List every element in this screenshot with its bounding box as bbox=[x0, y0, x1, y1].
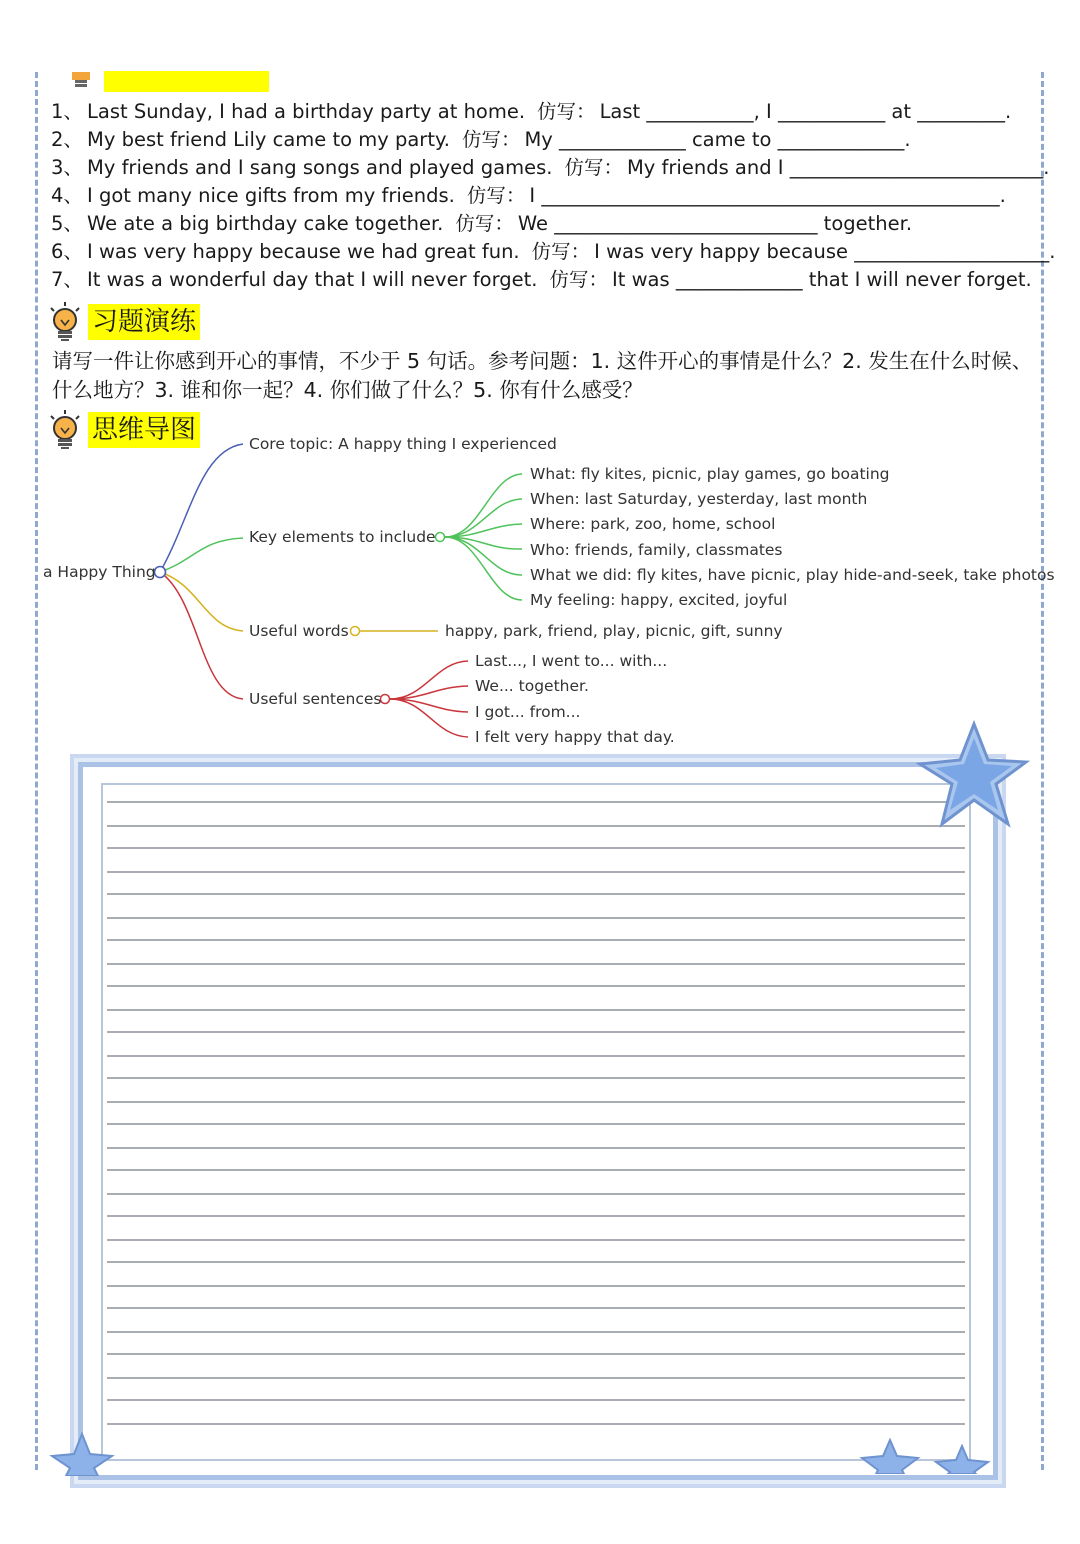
mindmap-key-item: When: last Saturday, yesterday, last month bbox=[530, 490, 868, 508]
exercise-number: 3、 bbox=[51, 156, 83, 179]
practice-title: 习题演练 bbox=[88, 304, 200, 340]
ruled-line bbox=[107, 1169, 965, 1171]
ruled-line bbox=[107, 1399, 965, 1401]
ruled-line bbox=[107, 1147, 965, 1149]
ruled-line bbox=[107, 871, 965, 873]
ruled-line bbox=[107, 1031, 965, 1033]
exercise-sentence: I was very happy because we had great fun. bbox=[87, 240, 520, 263]
ruled-line bbox=[107, 1285, 965, 1287]
key-node bbox=[436, 533, 445, 542]
ruled-line bbox=[107, 1353, 965, 1355]
exercise-sentence: We ate a big birthday cake together. bbox=[87, 212, 444, 235]
imitate-pattern[interactable]: Last ___________, I ___________ at _________. bbox=[599, 100, 1012, 123]
ruled-line bbox=[107, 825, 965, 827]
mindmap-key-label: Key elements to include bbox=[249, 528, 436, 546]
writing-area[interactable] bbox=[101, 783, 971, 1461]
imitate-label: 仿写： bbox=[455, 212, 514, 235]
sentences-node bbox=[381, 695, 390, 704]
imitate-label: 仿写： bbox=[564, 156, 623, 179]
exercise-number: 2、 bbox=[51, 128, 83, 151]
exercise-sentence: My friends and I sang songs and played games. bbox=[87, 156, 553, 179]
ruled-line bbox=[107, 1261, 965, 1263]
star-icon bbox=[912, 720, 1030, 832]
branch-sentences bbox=[160, 572, 243, 699]
imitate-pattern[interactable]: I was very happy because ____________________. bbox=[594, 240, 1056, 263]
exercise-number: 4、 bbox=[51, 184, 83, 207]
mindmap-words-label: Useful words bbox=[249, 622, 349, 640]
ruled-line bbox=[107, 1331, 965, 1333]
mindmap-core-topic: Core topic: A happy thing I experienced bbox=[249, 435, 557, 453]
ruled-line bbox=[107, 1215, 965, 1217]
mindmap-key-item: Who: friends, family, classmates bbox=[530, 541, 783, 559]
ruled-line bbox=[107, 963, 965, 965]
branch-key bbox=[160, 538, 243, 572]
imitate-pattern[interactable]: My _____________ came to _____________. bbox=[524, 128, 911, 151]
ruled-line bbox=[107, 801, 965, 803]
imitate-pattern[interactable]: It was _____________ that I will never forget. bbox=[612, 268, 1032, 291]
exercise-number: 7、 bbox=[51, 268, 83, 291]
exercise-number: 6、 bbox=[51, 240, 83, 263]
exercise-sentence: It was a wonderful day that I will never forget. bbox=[87, 268, 538, 291]
ruled-line bbox=[107, 1055, 965, 1057]
exercise-sentence: My best friend Lily came to my party. bbox=[87, 128, 450, 151]
star-icon bbox=[932, 1444, 992, 1474]
ruled-line bbox=[107, 917, 965, 919]
imitate-pattern[interactable]: I _______________________________________________. bbox=[529, 184, 1006, 207]
mindmap-sentences-label: Useful sentences bbox=[249, 690, 382, 708]
ruled-line bbox=[107, 1101, 965, 1103]
ruled-line bbox=[107, 847, 965, 849]
mindmap-sentence-item: I got... from... bbox=[475, 703, 581, 721]
ruled-line bbox=[107, 1193, 965, 1195]
branch-words bbox=[160, 572, 243, 631]
mindmap-title: 思维导图 bbox=[88, 412, 200, 448]
ruled-line bbox=[107, 1009, 965, 1011]
mindmap-key-item: Where: park, zoo, home, school bbox=[530, 515, 776, 533]
imitate-label: 仿写： bbox=[531, 240, 591, 263]
imitate-pattern[interactable]: My friends and I __________________________. bbox=[626, 156, 1050, 179]
ruled-line bbox=[107, 1423, 965, 1425]
ruled-line bbox=[107, 893, 965, 895]
branch-core bbox=[160, 444, 243, 572]
imitate-pattern[interactable]: We ___________________________ together. bbox=[517, 212, 913, 235]
ruled-line bbox=[107, 1307, 965, 1309]
root-node bbox=[155, 567, 166, 578]
ruled-line bbox=[107, 1123, 965, 1125]
mindmap-sentence-item: Last..., I went to... with... bbox=[475, 652, 668, 670]
exercise-number: 5、 bbox=[51, 212, 83, 235]
mindmap-key-item: My feeling: happy, excited, joyful bbox=[530, 591, 788, 609]
writing-prompt: 请写一件让你感到开心的事情，不少于 5 句话。参考问题：1. 这件开心的事情是什么？2. 发生在什么时候、什么地方？3. 谁和你一起？4. 你们做了什么？5. 你有什么感受？ bbox=[52, 349, 1033, 402]
mindmap-key-item: What we did: fly kites, have picnic, play hide-and-seek, take photos bbox=[530, 566, 1055, 584]
mindmap-root: a Happy Thing bbox=[43, 563, 156, 581]
mindmap-connectors bbox=[0, 0, 1080, 760]
mindmap-key-item: What: fly kites, picnic, play games, go boating bbox=[530, 465, 890, 483]
exercise-sentence: Last Sunday, I had a birthday party at home. bbox=[87, 100, 526, 123]
mindmap-sentence-item: We... together. bbox=[475, 677, 589, 695]
words-node bbox=[351, 627, 360, 636]
exercise-sentence: I got many nice gifts from my friends. bbox=[87, 184, 455, 207]
exercise-number: 1、 bbox=[51, 100, 83, 123]
ruled-line bbox=[107, 939, 965, 941]
imitate-label: 仿写： bbox=[461, 128, 521, 151]
ruled-line bbox=[107, 1077, 965, 1079]
ruled-line bbox=[107, 985, 965, 987]
imitate-label: 仿写： bbox=[537, 100, 596, 123]
imitate-label: 仿写： bbox=[549, 268, 608, 291]
imitate-label: 仿写： bbox=[466, 184, 526, 207]
ruled-line bbox=[107, 1239, 965, 1241]
mindmap-words-item: happy, park, friend, play, picnic, gift, sunny bbox=[445, 622, 783, 640]
star-icon bbox=[46, 1432, 116, 1476]
star-icon bbox=[858, 1438, 922, 1474]
ruled-line bbox=[107, 1377, 965, 1379]
writing-paper bbox=[78, 762, 998, 1480]
mindmap-sentence-item: I felt very happy that day. bbox=[475, 728, 675, 746]
